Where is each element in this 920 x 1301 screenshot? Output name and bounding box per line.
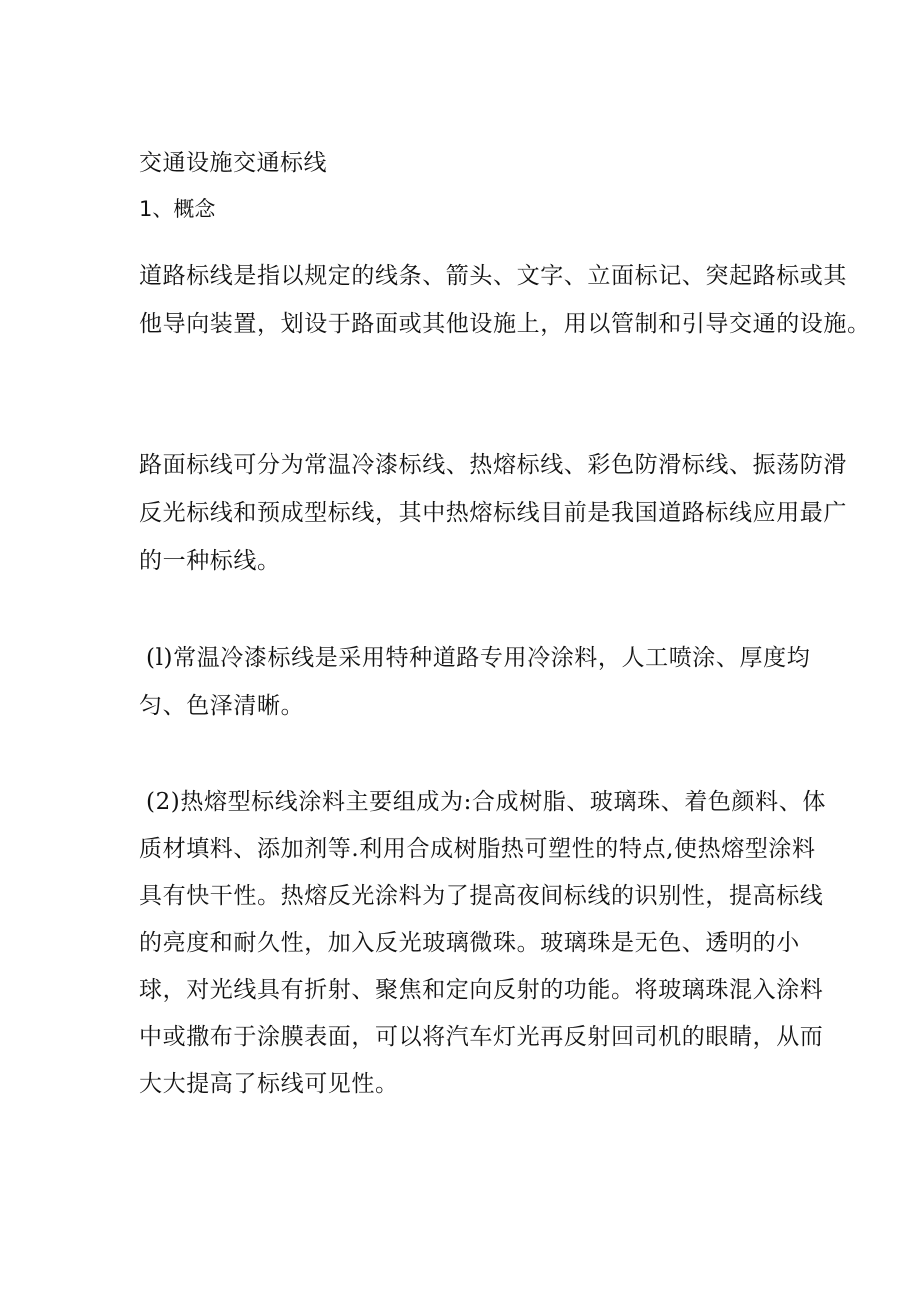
paragraph-line: 路面标线可分为常温冷漆标线、热熔标线、彩色防滑标线、振荡防滑	[139, 452, 847, 478]
paragraph-definition	[139, 252, 871, 348]
paragraph-line: (2)热熔型标线涂料主要组成为:合成树脂、玻璃珠、着色颜料、体	[146, 789, 826, 815]
paragraph-classification	[139, 441, 847, 585]
paragraph-hot-melt	[139, 779, 826, 1108]
paragraph-line: 球，对光线具有折射、聚焦和定向反射的功能。将玻璃珠混入涂料	[139, 977, 824, 1003]
paragraph-line: 的一种标线。	[139, 548, 281, 574]
paragraph-cold-paint	[139, 634, 811, 730]
paragraph-line: 的亮度和耐久性，加入反光玻璃微珠。玻璃珠是无色、透明的小	[139, 930, 800, 956]
paragraph-line: 匀、色泽清晰。	[139, 693, 305, 719]
paragraph-line: 中或撒布于涂膜表面，可以将汽车灯光再反射回司机的眼睛，从而	[139, 1024, 824, 1050]
paragraph-line: 他导向装置，划设于路面或其他设施上，用以管制和引导交通的设施。	[139, 311, 871, 337]
paragraph-line: 具有快干性。热熔反光涂料为了提高夜间标线的识别性，提高标线	[139, 883, 824, 909]
paragraph-line: 大大提高了标线可见性。	[139, 1071, 399, 1097]
paragraph-line: (l)常温冷漆标线是采用特种道路专用冷涂料，人工喷涂、厚度均	[146, 645, 811, 671]
paragraph-line: 反光标线和预成型标线，其中热熔标线目前是我国道路标线应用最广	[139, 500, 847, 526]
paragraph-line: 质材填料、添加剂等.利用合成树脂热可塑性的特点,使热熔型涂料	[139, 836, 816, 862]
paragraph-line: 道路标线是指以规定的线条、箭头、文字、立面标记、突起路标或其	[139, 263, 847, 289]
document-title: 交通设施交通标线	[139, 150, 327, 176]
section-heading: 1、概念	[139, 197, 216, 221]
